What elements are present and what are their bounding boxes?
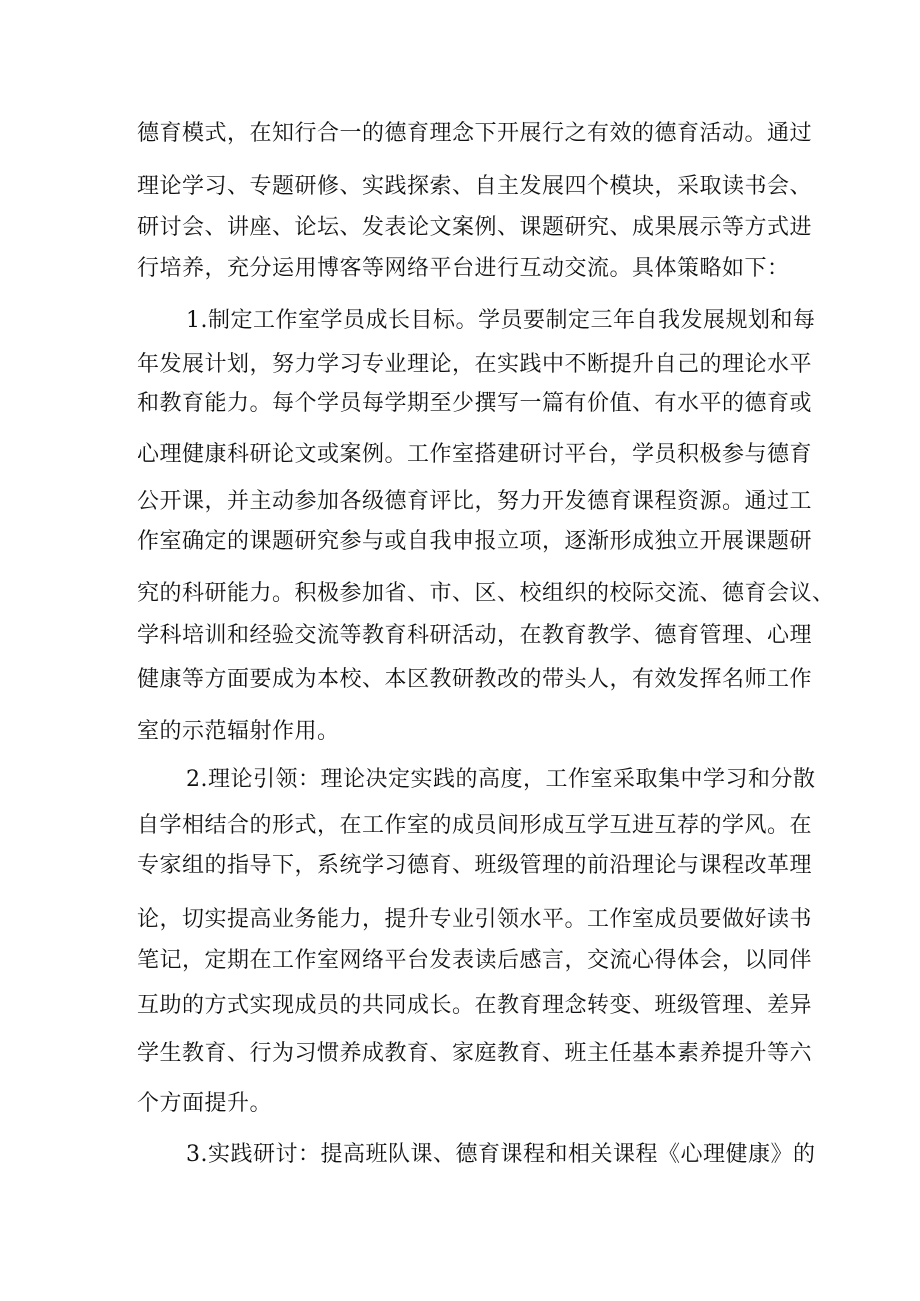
text-line: 学生教育、行为习惯养成教育、家庭教育、班主任基本素养提升等六 [137,1041,813,1066]
paragraph-2-start: 2.理论引领：理论决定实践的高度，工作室采取集中学习和分散 [186,767,816,792]
text-line: 和教育能力。每个学员每学期至少撰写一篇有价值、有水平的德育或 [137,391,813,416]
text-line: 作室确定的课题研究参与或自我申报立项，逐渐形成独立开展课题研 [137,529,813,554]
text-line: 研讨会、讲座、论坛、发表论文案例、课题研究、成果展示等方式进 [137,215,813,240]
text-line: 究的科研能力。积极参加省、市、区、校组织的校际交流、德育会议、 [137,581,835,606]
text-line: 笔记，定期在工作室网络平台发表读后感言，交流心得体会，以同伴 [137,948,813,973]
text-line: 论，切实提高业务能力，提升专业引领水平。工作室成员要做好读书 [137,907,813,932]
paragraph-3-start: 3.实践研讨：提高班队课、德育课程和相关课程《心理健康》的 [186,1142,816,1167]
text-line: 学科培训和经验交流等教育科研活动，在教育教学、德育管理、心理 [137,623,813,648]
paragraph-1-start: 1.制定工作室学员成长目标。学员要制定三年自我发展规划和每 [186,308,816,333]
text-line: 专家组的指导下，系统学习德育、班级管理的前沿理论与课程改革理 [137,853,813,878]
text-line: 健康等方面要成为本校、本区教研教改的带头人，有效发挥名师工作 [137,667,813,692]
text-line: 心理健康科研论文或案例。工作室搭建研讨平台，学员积极参与德育 [137,442,813,467]
text-line: 自学相结合的形式，在工作室的成员间形成互学互进互荐的学风。在 [137,813,813,838]
text-line: 德育模式，在知行合一的德育理念下开展行之有效的德育活动。通过 [137,121,813,146]
text-line: 公开课，并主动参加各级德育评比，努力开发德育课程资源。通过工 [137,489,813,514]
text-line: 室的示范辐射作用。 [137,719,340,744]
text-line: 年发展计划，努力学习专业理论，在实践中不断提升自己的理论水平 [137,352,813,377]
text-line: 个方面提升。 [137,1091,273,1116]
text-line: 互助的方式实现成员的共同成长。在教育理念转变、班级管理、差异 [137,993,813,1018]
text-line: 行培养，充分运用博客等网络平台进行互动交流。具体策略如下： [137,256,790,281]
text-line: 理论学习、专题研修、实践探索、自主发展四个模块，采取读书会、 [137,174,813,199]
